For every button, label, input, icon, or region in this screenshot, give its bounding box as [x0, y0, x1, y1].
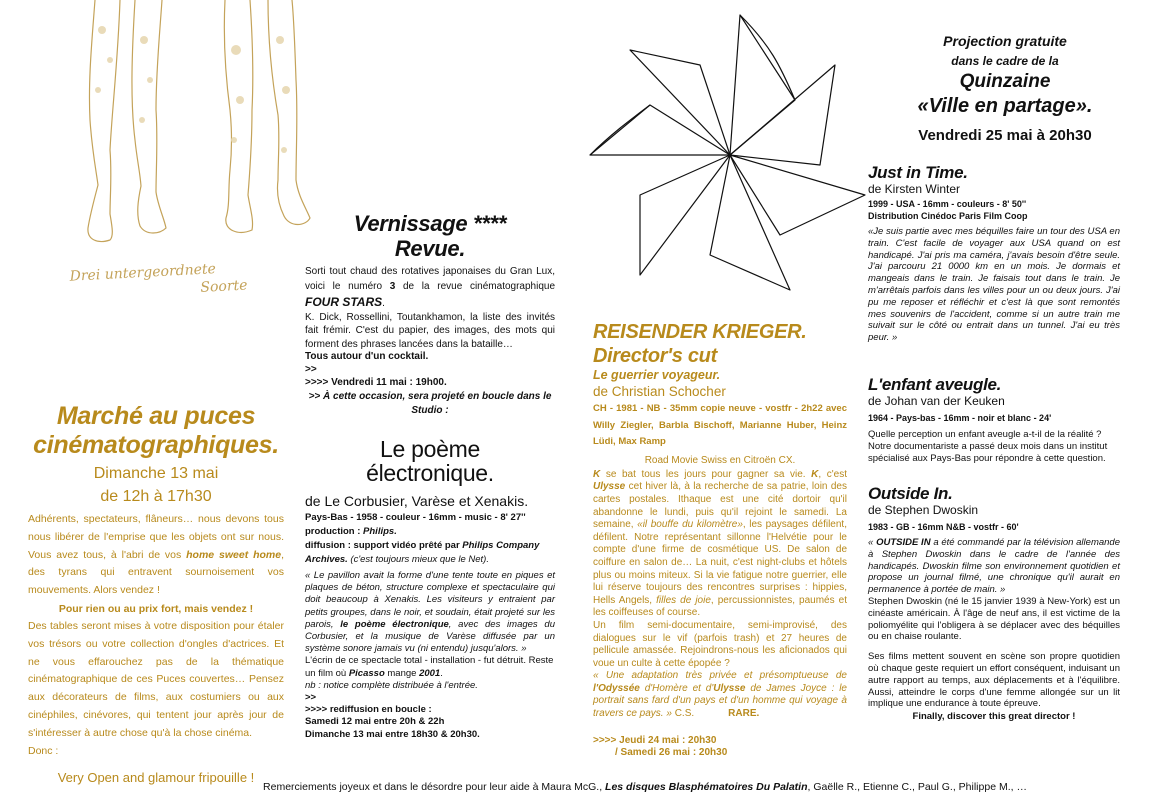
outside-q-a: « — [868, 537, 877, 548]
vernissage-paragraph-2: K. Dick, Rossellini, Toutankhamon, la liste des invités fait frémir. C'est du papier, des images, des mots qui forment des phrases lancées dans la bataille… — [305, 311, 555, 350]
poeme-section — [305, 437, 555, 741]
reisender-q-a: « Une adaptation très privée et présomptueuse de — [593, 670, 847, 682]
enfant-author: de Johan van der Keuken — [868, 394, 1005, 408]
marche-p1-c: , des tyrans qui entravent sournoisement vos mouvements. Alors vendez ! — [28, 548, 285, 597]
poeme-diff-label: diffusion : support vidéo prêté par — [305, 540, 463, 551]
outside-title: Outside In. — [868, 484, 953, 503]
pinwheel-illustration — [580, 5, 880, 305]
marche-section — [28, 402, 284, 788]
outside-section — [868, 484, 1120, 723]
poeme-nb: nb : notice complète distribuée à l'entrée. — [305, 679, 478, 691]
reisender-k2: K — [811, 468, 819, 480]
poeme-sunday: Dimanche 13 mai entre 18h30 & 20h30. — [305, 728, 480, 740]
projection-header — [880, 30, 1130, 147]
reisender-section — [593, 320, 847, 760]
caption-line-1: Drei untergeordnete — [69, 261, 217, 285]
reisender-rare: RARE. — [728, 708, 760, 720]
poeme-picasso: Picasso — [348, 667, 385, 679]
reisender-tagline: Road Movie Swiss en Citroën CX. — [644, 454, 796, 466]
marche-final: Very Open and glamour fripouille ! — [57, 769, 255, 785]
reisender-quote — [593, 670, 847, 720]
poeme-p-e: . — [440, 667, 443, 679]
enfant-tech: 1964 - Pays-bas - 16mm - noir et blanc - 24' — [868, 413, 1052, 423]
marche-paragraph-1 — [28, 511, 284, 600]
outside-tech: 1983 - GB - 16mm N&B - vostfr - 60' — [868, 522, 1019, 532]
poeme-production — [305, 525, 555, 539]
vernissage-paragraph-1 — [305, 264, 555, 311]
jit-title: Just in Time. — [868, 163, 968, 182]
footer-a: Remerciements joyeux et dans le désordre pour leur aide à Maura McG., — [263, 781, 606, 793]
enfant-title: L'enfant aveugle. — [868, 375, 1002, 394]
projection-date: Vendredi 25 mai à 20h30 — [918, 127, 1092, 144]
poeme-prod-label: production : — [305, 526, 364, 537]
reisender-p1-b: , c'est — [818, 468, 847, 480]
reisender-paragraph-2: Un film semi-documentaire, semi-improvisé, des dialogues sur le vif (parfois trash) et 27 heures de pellicule amassée. Rejoindrons-nous les aficionados qui voue un culte à cette épopée ? — [593, 619, 847, 669]
reisender-paragraph-1 — [593, 469, 847, 620]
reisender-date-2: / Samedi 26 mai : 20h30 — [615, 747, 728, 759]
marche-title-line-1: Marché au puces — [56, 402, 256, 430]
poeme-title-line-1: Le poème — [380, 436, 480, 462]
poeme-quote — [305, 570, 555, 655]
footer-c: , Gaëlle R., Etienne C., Paul G., Philippe M., … — [807, 781, 1027, 793]
enfant-section — [868, 375, 1120, 464]
projection-line-4: «Ville en partage». — [917, 95, 1093, 117]
marche-hours: de 12h à 17h30 — [100, 488, 212, 505]
marche-date: Dimanche 13 mai — [93, 465, 219, 482]
reisender-k1: K — [593, 468, 601, 480]
reisender-author: de Christian Schocher — [593, 384, 726, 399]
vernissage-section — [305, 211, 555, 417]
marche-donc: Donc : — [28, 744, 59, 757]
poeme-prod-value: Philips. — [363, 526, 397, 537]
reisender-subtitle: Le guerrier voyageur. — [593, 368, 721, 382]
reisender-q-c: d'Homère et d' — [639, 682, 714, 694]
poeme-rediffusion: >>>> rediffusion en boucle : — [305, 704, 432, 716]
caption-line-2: Soorte — [200, 277, 248, 296]
reisender-title-line-2: Director's cut — [593, 345, 717, 367]
reisender-title-line-1: REISENDER KRIEGER. — [593, 321, 807, 343]
vernissage-arrow: >> — [305, 363, 317, 375]
reisender-ulysse: Ulysse — [593, 481, 626, 493]
vernissage-p1-c: . — [382, 297, 385, 309]
projection-line-3: Quinzaine — [959, 71, 1051, 92]
projection-line-2: dans le cadre de la — [951, 54, 1059, 68]
vernissage-issue-number: 3 — [389, 281, 396, 293]
just-in-time-section — [868, 163, 1120, 344]
reisender-bouffe: «il bouffe du kilomètre» — [637, 519, 743, 531]
vernissage-date: >>>> Vendredi 11 mai : 19h00. — [305, 377, 447, 389]
poeme-title — [305, 437, 555, 485]
marche-title-line-2: cinématographiques. — [33, 431, 279, 459]
poeme-quote-a: « Le pavillon avait la forme d'une tente toute en piques et plaques de béton, structure complexe et spectaculaire qui doit beaucoup à Xenakis. Les visiteurs y entraient par petits groupes, dans le noir, et soudain, était projeté sur les parois, — [305, 570, 555, 630]
reisender-p1-c: cet hiver là, à la recherche de sa patrie, loin des cartes postales. Ithaque est une cité dortoir qu'il abandonne le lundi, puis qu'il rejoint le samedi. La semaine, — [593, 481, 847, 531]
poeme-diff-value: Philips Company Archives. — [305, 540, 540, 565]
outside-bio-2: Ses films mettent souvent en scène son propre quotidien où chaque geste requiert un effort conséquent, induisant un autre rapport au temps, aux déplacements et à l'équilibre. Aussi, atteindre le corps d'une femme allongée sur un lit implique une endurance à toute épreuve. — [868, 651, 1120, 710]
footer-thanks — [0, 780, 1150, 794]
reisender-q-odyssee: l'Odyssée — [593, 682, 640, 694]
vernissage-title — [305, 211, 555, 261]
reisender-p1-d: , les paysages défilent, défilent. Notre représentant sillonne l'Helvétie pour le compte d'une firme de cosmétique US. De salon de coiffure en salon de… La nuit, c'est night-clubs et hôtels plus ou moins miteux. Si la vie fatigue notre guerrier, elle lui réserve toujours des rencontres surprises : hippies, Hells Angels, — [593, 519, 847, 606]
outside-author: de Stephen Dwoskin — [868, 503, 979, 517]
outside-q-title: OUTSIDE IN — [876, 537, 931, 548]
jit-tech: 1999 - USA - 16mm - couleurs - 8' 50'' — [868, 199, 1027, 209]
outside-q-c: a été commandé par la télévision allemande à Stephen Dwoskin dans le cadre de l'année des handicapés. Dwoskin filme son environnement quotidien et propose un journal filmé, une chronique qu'il aurait en permanence à portée de main. » — [868, 537, 1120, 596]
reisender-date-1: >>>> Jeudi 24 mai : 20h30 — [593, 734, 717, 746]
marche-title — [28, 402, 284, 460]
jit-quote: «Je suis partie avec mes béquilles faire un tour des USA en train. C'est facile de voyager aux USA quand on est handicapé. J'ai pris ma caméra, j'avais besoin d'être seule. J'ai parcouru 21 0000 km en un mois. Je dormais et mangeais dans le train. Je faisais tout dans le train. Je m'arrêtais parfois dans les villes pour un ou deux jours. J'ai pu me reposer et réfléchir et c'est là que sont remontés mes souvenirs de l'accident, comme si un autre train me suivait sur le côté ou entrait dans un tunnel. J'ai eu très peur. » — [868, 226, 1120, 344]
poeme-title-line-2: électronique. — [366, 460, 494, 486]
poeme-saturday: Samedi 12 mai entre 20h & 22h — [305, 716, 445, 728]
jit-distribution: Distribution Cinédoc Paris Film Coop — [868, 211, 1028, 221]
poeme-diffusion — [305, 539, 555, 567]
poeme-arrow: >> — [305, 692, 317, 704]
outside-final: Finally, discover this great director ! — [912, 711, 1076, 723]
poeme-paragraph — [305, 655, 555, 679]
vernissage-p1-a: Sorti tout chaud des rotatives japonaises du Gran Lux, voici le numéro — [305, 266, 555, 293]
vernissage-p1-b: de la revue cinématographique — [395, 281, 556, 293]
reisender-cs: C.S. — [671, 708, 695, 720]
vernissage-magazine: FOUR STARS — [305, 294, 383, 309]
vernissage-title-line-1: Vernissage **** — [353, 211, 507, 236]
reisender-p1-a: se bat tous les jours pour gagner sa vie. — [600, 468, 812, 480]
vernissage-title-line-2: Revue. — [394, 236, 466, 261]
poeme-tech: Pays-Bas - 1958 - couleur - 16mm - music - 8' 27'' — [305, 512, 526, 523]
reisender-p1-e: , percussionnistes, paumés et les coiffeuses of course. — [593, 594, 847, 619]
marche-paragraph-2: Des tables seront mises à votre disposition pour étaler vos trésors ou votre collection d'ongles d'actrices. Et ne vous effarouchez pas de la thématique cinématographique de ces Puces couvertes… Pensez aux décorateurs de films, aux costumiers ou aux cinéphiles, cinévores, qui tentent jour après jour de s'intéresser à autre chose qu'à la chose cinéma. — [28, 619, 284, 739]
outside-quote — [868, 537, 1120, 596]
poeme-2001: 2001 — [419, 667, 441, 679]
marche-p1-a: Adhérents, spectateurs, flâneurs… nous devons tous nous libérer de l'emprise que les objets ont sur nous. Vous avez tous, à l'abri de vos — [28, 513, 284, 561]
enfant-text: Quelle perception un enfant aveugle a-t-il de la réalité ? Notre documentariste a passé deux mois dans un institut spécialisé aux Pays-Bas pour répondre à cette question. — [868, 429, 1108, 464]
reisender-title — [593, 320, 847, 368]
legs-illustration — [40, 0, 340, 300]
jit-author: de Kirsten Winter — [868, 182, 961, 196]
reisender-q-e: de James Joyce : le portrait sans fard d'un pays et d'un homme qui voyage à travers ce pays. » — [593, 682, 847, 720]
vernissage-occasion: >> À cette occasion, sera projeté en boucle dans le Studio : — [308, 391, 552, 416]
reisender-filles: filles de joie — [656, 594, 711, 606]
poeme-p-c: mange — [384, 667, 420, 679]
poeme-quote-c: , avec des images du Corbusier, et la musique de Varèse diffusée par un système sonore jamais vu (ni entendu) jusqu'alors. » — [305, 618, 555, 655]
marche-p1-home: home sweet home — [186, 548, 282, 561]
poeme-p-a: L'écrin de ce spectacle total - installation - fut détruit. Reste un film où — [305, 655, 554, 679]
outside-bio: Stephen Dwoskin (né le 15 janvier 1939 à New-York) est un cinéaste américain. À l'âge de neuf ans, il est victime de la poliomyélite qui l'obligera à se déplacer avec des béquilles ou en chaise roulante. — [868, 595, 1120, 643]
poeme-authors: de Le Corbusier, Varèse et Xenakis. — [305, 493, 529, 509]
poeme-quote-b: le poème électronique — [340, 618, 449, 630]
footer-label: Les disques Blasphématoires Du Palatin — [605, 781, 808, 793]
vernissage-cocktail: Tous autour d'un cocktail. — [305, 351, 429, 363]
poeme-diff-note: (c'est toujours mieux que le Net). — [347, 554, 489, 565]
reisender-q-ulysse: Ulysse — [713, 682, 746, 694]
projection-line-1: Projection gratuite — [943, 33, 1067, 49]
reisender-tech: CH - 1981 - NB - 35mm copie neuve - vostfr - 2h22 avec Willy Ziegler, Barbla Bischoff, Marianne Huber, Heinz Lüdi, Max Ramp — [593, 403, 847, 448]
marche-slogan: Pour rien ou au prix fort, mais vendez ! — [58, 602, 254, 615]
